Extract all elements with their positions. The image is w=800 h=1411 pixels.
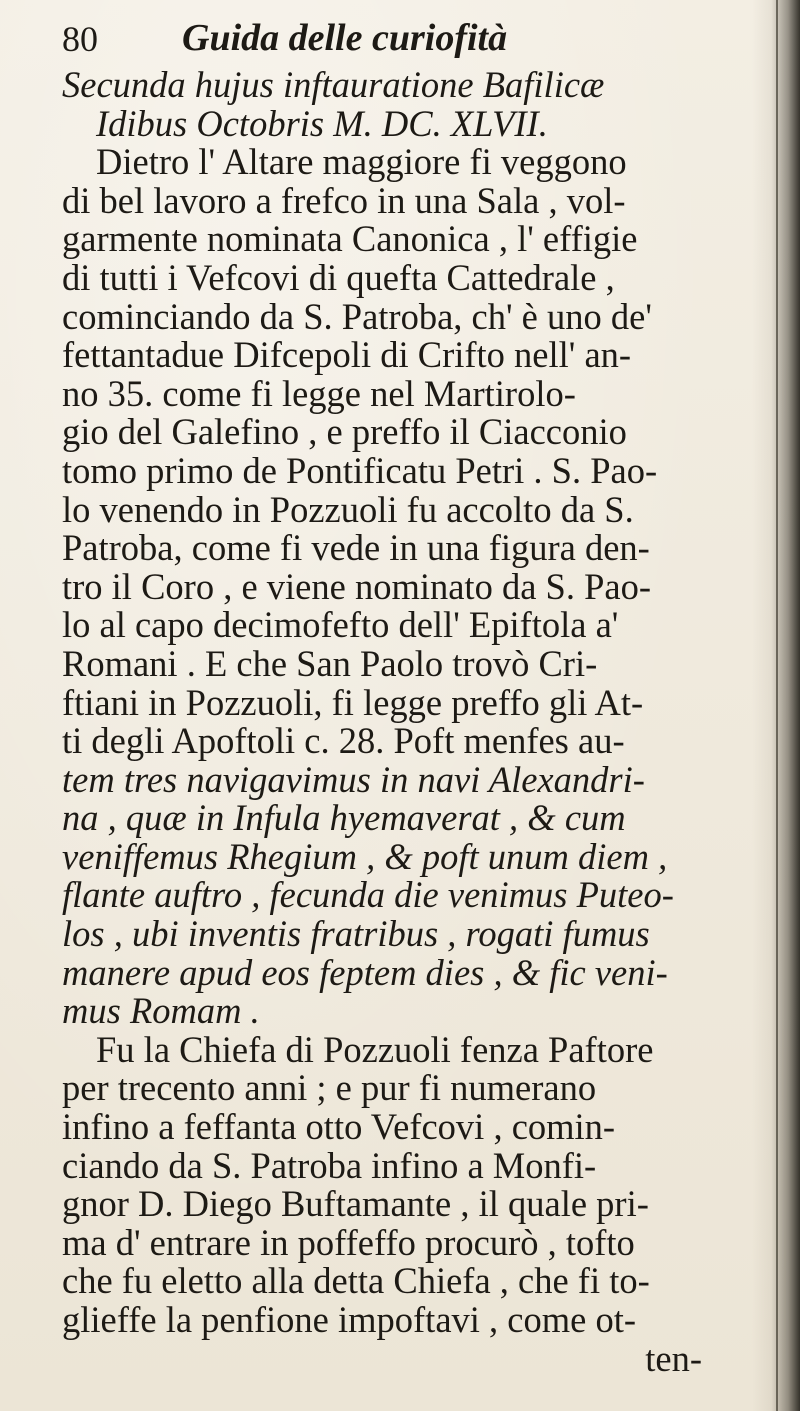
text-line: lo venendo in Pozzuoli fu accolto da S. [62,488,634,530]
page-number: 80 [62,19,98,59]
text-line: flante auftro , fecunda die venimus Puteo- [62,874,674,916]
body-text [62,66,752,1378]
binding-edge [752,0,800,1411]
text-line: mus Romam . [62,990,260,1032]
text-line: veniffemus Rhegium , & poft unum diem , [62,835,668,877]
text-line: Fu la Chiefa di Pozzuoli fenza Paftore [96,1028,654,1070]
text-line: Patroba, come fi vede in una figura den- [62,527,650,569]
text-line: che fu eletto alla detta Chiefa , che fi to- [62,1260,650,1302]
text-line: gio del Galefino , e preffo il Ciacconio [62,411,627,453]
text-line: tro il Coro , e viene nominato da S. Pao- [62,565,651,607]
text-line: garmente nominata Canonica , l' effigie [62,218,638,260]
text-line: lo al capo decimofefto dell' Epiftola a' [62,604,619,646]
text-line: gnor D. Diego Buftamante , il quale pri- [62,1183,649,1225]
text-line: no 35. come fi legge nel Martirolo- [62,372,576,414]
text-line: los , ubi inventis fratribus , rogati fumus [62,913,650,955]
catchword: ten- [645,1337,702,1379]
page-header [62,8,742,68]
text-line: di bel lavoro a frefco in una Sala , vol- [62,179,626,221]
text-line: Idibus Octobris M. DC. XLVII. [96,102,548,144]
text-line: glieffe la penfione impoftavi , come ot- [62,1299,637,1340]
text-line: tomo primo de Pontificatu Petri . S. Pao- [62,449,658,491]
text-line: ciando da S. Patroba infino a Monfi- [62,1144,597,1186]
text-line: Romani . E che San Paolo trovò Cri- [62,642,598,684]
text-line: tem tres navigavimus in navi Alexandri- [62,758,645,800]
text-line: manere apud eos feptem dies , & fic veni- [62,951,668,993]
text-line: Dietro l' Altare maggiore fi veggono [96,141,627,183]
text-line: per trecento anni ; e pur fi numerano [62,1067,597,1109]
running-title: Guida delle curiofità [182,17,508,59]
text-line: cominciando da S. Patroba, ch' è uno de' [62,295,652,337]
text-line: di tutti i Vefcovi di quefta Cattedrale , [62,256,615,298]
text-line: infino a feffanta otto Vefcovi , comin- [62,1106,616,1148]
text-line: na , quæ in Infula hyemaverat , & cum [62,797,626,839]
text-line: ma d' entrare in poffeffo procurò , tofto [62,1221,635,1263]
text-line: fettantadue Difcepoli di Crifto nell' an- [62,334,632,376]
text-line: ti degli Apoftoli c. 28. Poft menfes au- [62,720,625,762]
text-line: ftiani in Pozzuoli, fi legge preffo gli At- [62,681,644,723]
text-line: Secunda hujus inftaurationе Bafilicæ [62,64,605,105]
